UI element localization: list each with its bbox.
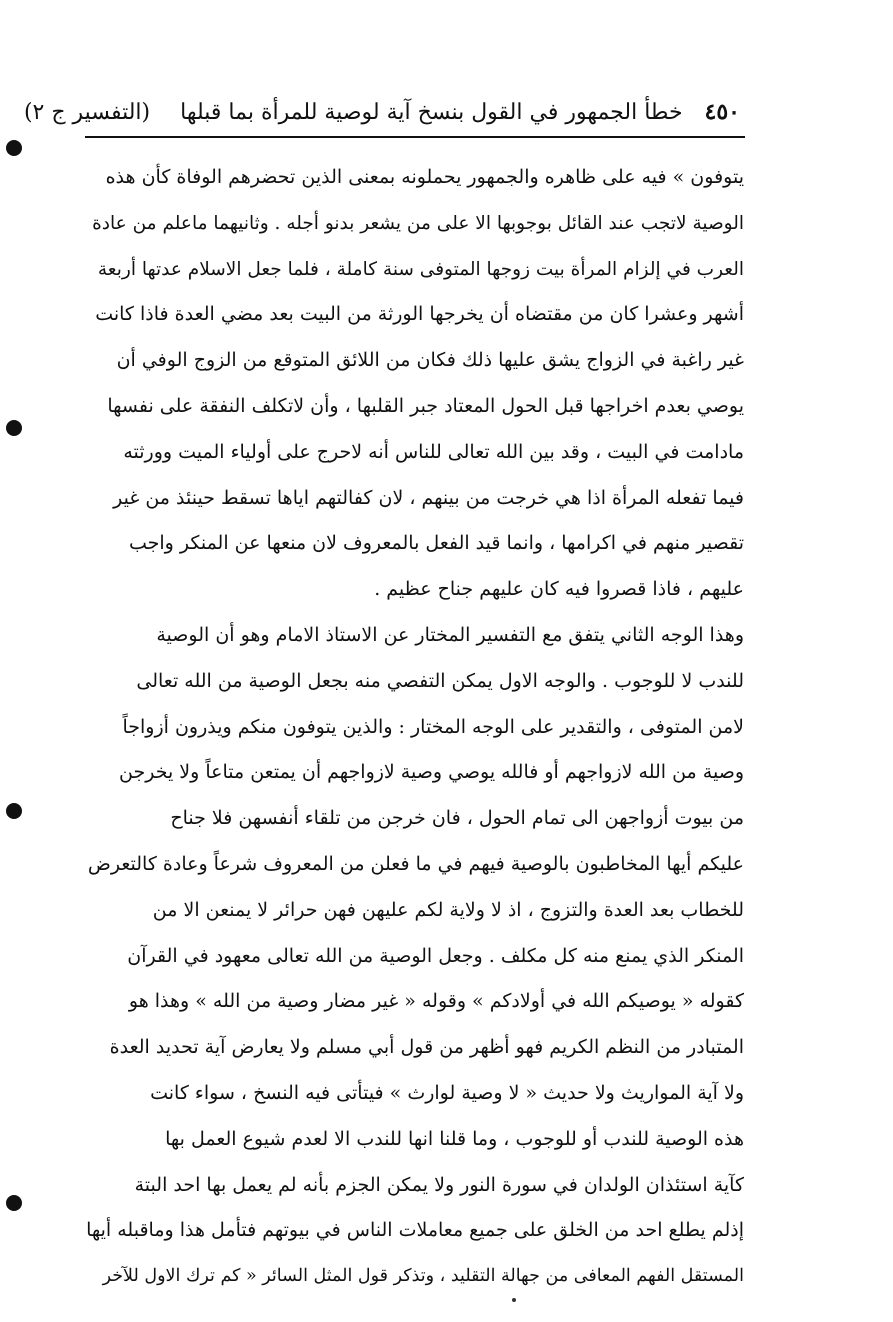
page-header	[23, 92, 740, 132]
text-line: أشهر وعشرا كان من مقتضاه أن يخرجها الورثة من البيت بعد مضي العدة فاذا كانت	[95, 303, 744, 326]
text-line: المتبادر من النظم الكريم فهو أظهر من قول أبي مسلم ولا يعارض آية تحديد العدة	[109, 1036, 744, 1059]
running-title: خطأ الجمهور في القول بنسخ آية لوصية للمرأة بما قبلها	[180, 99, 683, 125]
text-line: كقوله « يوصيكم الله في أولادكم » وقوله « غير مضار وصية من الله » وهذا هو	[128, 990, 744, 1013]
text-line: مادامت في البيت ، وقد بين الله تعالى للناس أنه لاحرج على أولياء الميت وورثته	[123, 440, 744, 463]
text-line: تقصير منهم في اكرامها ، وانما قيد الفعل بالمعروف لان منعها عن المنكر واجب	[128, 532, 744, 555]
text-line: من بيوت أزواجهن الى تمام الحول ، فان خرجن من تلقاء أنفسهن فلا جناح	[170, 807, 744, 830]
text-line: فيما تفعله المرأة اذا هي خرجت من بينهم ، لان كفالتهم اياها تسقط حينئذ من غير	[113, 486, 744, 509]
text-line: كآية استئذان الولدان في سورة النور ولا يمكن الجزم بأنه لم يعمل بها احد البتة	[134, 1173, 744, 1196]
header-rule	[85, 136, 745, 138]
text-line: هذه الوصية للندب أو للوجوب ، وما قلنا انها للندب الا لعدم شيوع العمل بها	[165, 1127, 744, 1150]
text-line: غير راغبة في الزواج يشق عليها ذلك فكان من اللائق المتوقع من الزوج الوفي أن	[116, 349, 744, 372]
binding-hole-mark	[6, 1195, 22, 1211]
text-line: عليكم أيها المخاطبون بالوصية فيهم في ما فعلن من المعروف شرعاً وعادة كالتعرض	[87, 852, 744, 875]
binding-hole-mark	[6, 803, 22, 819]
body-text	[86, 155, 744, 1300]
text-line: يوصي بعدم اخراجها قبل الحول المعتاد جبر القلبها ، وأن لاتكلف النفقة على نفسها	[107, 394, 744, 417]
text-line: عليهم ، فاذا قصروا فيه كان عليهم جناح عظيم .	[374, 578, 744, 601]
text-line: المستقل الفهم المعافى من جهالة التقليد ، وتذكر قول المثل السائر « كم ترك الاول للآخر	[102, 1266, 744, 1287]
text-line: ولا آية المواريث ولا حديث « لا وصية لوارث » فيتأتى فيه النسخ ، سواء كانت	[150, 1081, 744, 1104]
binding-hole-mark	[6, 420, 22, 436]
text-line: الوصية لاتجب عند القائل بوجوبها الا على من يشعر بدنو أجله . وثانيهما ماعلم من عادة	[92, 212, 744, 234]
scan-speck	[512, 1298, 516, 1302]
binding-hole-mark	[6, 140, 22, 156]
text-line: لامن المتوفى ، والتقدير على الوجه المختار : والذين يتوفون منكم ويذرون أزواجاً	[122, 715, 744, 738]
text-line: إذلم يطلع احد من الخلق على جميع معاملات الناس في بيوتهم فتأمل هذا وماقبله أيها	[86, 1219, 744, 1242]
page-number: ٤٥٠	[704, 99, 740, 125]
text-line: للخطاب بعد العدة والتزوج ، اذ لا ولاية لكم عليهن فهن حرائر لا يمنعن الا من	[152, 898, 744, 921]
text-line: العرب في إلزام المرأة بيت زوجها المتوفى سنة كاملة ، فلما جعل الاسلام عدتها أربعة	[97, 258, 744, 280]
text-line: للندب لا للوجوب . والوجه الاول يمكن التفصي منه بجعل الوصية من الله تعالى	[136, 669, 744, 692]
text-line: وهذا الوجه الثاني يتفق مع التفسير المختار عن الاستاذ الامام وهو أن الوصية	[156, 623, 744, 646]
text-line: وصية من الله لازواجهم أو فالله يوصي وصية لازواجهم أن يمتعن متاعاً ولا يخرجن	[119, 761, 744, 784]
text-line: المنكر الذي يمنع منه كل مكلف . وجعل الوصية من الله تعالى معهود في القرآن	[127, 944, 744, 967]
book-label: (التفسير ج ٢)	[23, 99, 151, 125]
text-line: يتوفون » فيه على ظاهره والجمهور يحملونه بمعنى الذين تحضرهم الوفاة كأن هذه	[105, 166, 744, 188]
